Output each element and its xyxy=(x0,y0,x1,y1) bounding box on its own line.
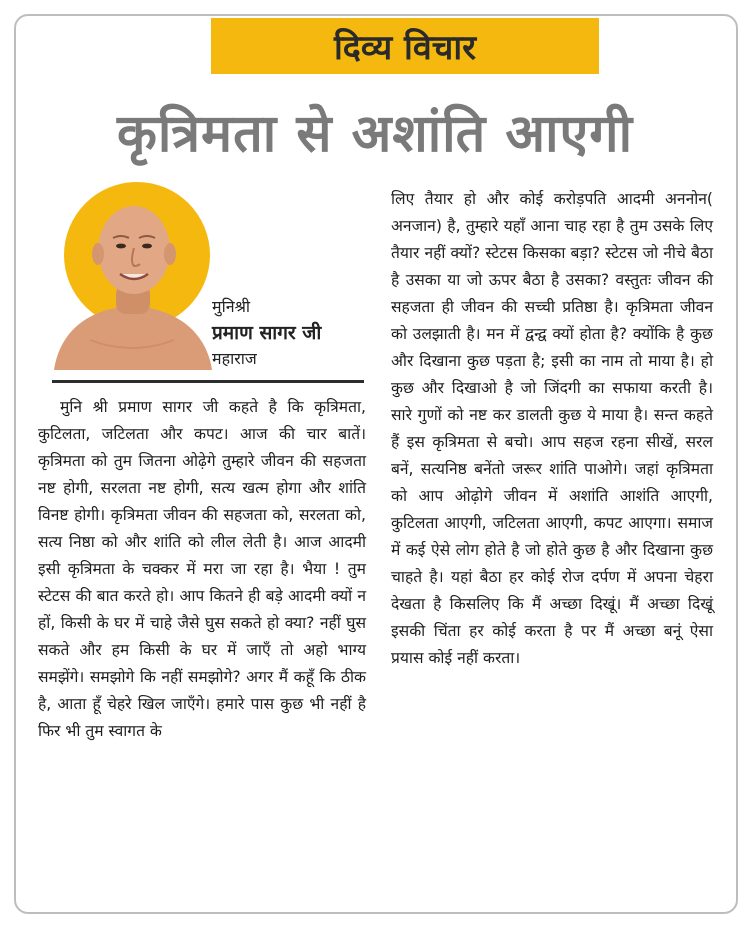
author-suffix: महाराज xyxy=(212,349,257,368)
author-byline xyxy=(212,294,321,372)
author-photo xyxy=(50,180,215,370)
section-banner: दिव्य विचार xyxy=(211,18,599,74)
article-column-left xyxy=(38,394,366,745)
article-column-right xyxy=(391,186,713,672)
headline: कृत्रिमता से अशांति आएगी xyxy=(116,104,634,164)
article-text-left: मुनि श्री प्रमाण सागर जी कहते है कि कृत्रिमता, कुटिलता, जटिलता और कपट। आज की चार बातें। कृत्रिमता को तुम जितना ओढ़ेगे तुम्हारे जीवन की सहजता नष्ट होगी, सरलता नष्ट होगी, सत्य खत्म होगा और शांति विनष्ट होगी। कृत्रिमता जीवन की सहजता को, सरलता को, सत्य निष्ठा को और शांति को लील लेती है। आज आदमी इसी कृत्रिमता के चक्कर में मरा जा रहा है। भैया ! तुम स्टेटस की बात करते हो। आप कितने ही बड़े आदमी क्यों न हों, किसी के घर में चाहे जैसे घुस सकते हो क्या? नहीं घुस सकते और हम किसी के घर में जाएँ तो अहो भाग्य समझेंगे। समझोगे कि नहीं समझोगे? अगर मैं कहूँ कि ठीक है, आता हूँ चेहरे खिल जाएँगे। हमारे पास कुछ भी नहीं है फिर भी तुम स्वागत के xyxy=(38,398,366,740)
byline-divider xyxy=(52,380,364,383)
author-title: मुनिश्री xyxy=(212,297,251,316)
monk-portrait-image xyxy=(50,180,215,370)
author-name: प्रमाण सागर जी xyxy=(212,322,322,344)
article-text-right: लिए तैयार हो और कोई करोड़पति आदमी अननोन( अनजान) है, तुम्हारे यहाँ आना चाह रहा है तुम उसके लिए तैयार नहीं क्यों? स्टेटस किसका बड़ा? स्टेटस जो नीचे बैठा है उसका या जो ऊपर बैठा है उसका? वस्तुतः जीवन की सहजता ही जीवन की सच्ची प्रतिष्ठा है। कृत्रिमता जीवन को उलझाती है। मन में द्वन्द्व क्यों होता है? क्योंकि है कुछ और दिखाना कुछ पड़ता है; इसी का नाम तो माया है। हो कुछ और दिखाओ है जो जिंदगी का सफाया करती है। सारे गुणों को नष्ट कर डालती कुछ ये माया है। सन्त कहते हैं इस कृत्रिमता से बचो। आप सहज रहना सीखें, सरल बनें, सत्यनिष्ठ बनेंतो जरूर शांति पाओगे। जहां कृत्रिमता को आप ओढ़ोगे जीवन में अशांति आशंति आएगी, कुटिलता आएगी, जटिलता आएगी, कपट आएगा। समाज में कई ऐसे लोग होते है जो होते कुछ है और दिखाना कुछ चाहते है। यहां बैठा हर कोई रोज दर्पण में अपना चेहरा देखता है किसलिए कि मैं अच्छा दिखूं। मैं अच्छा दिखूं इसकी चिंता हर कोई करता है पर मैं अच्छा बनूं ऐसा प्रयास कोई नहीं करता। xyxy=(391,190,713,667)
